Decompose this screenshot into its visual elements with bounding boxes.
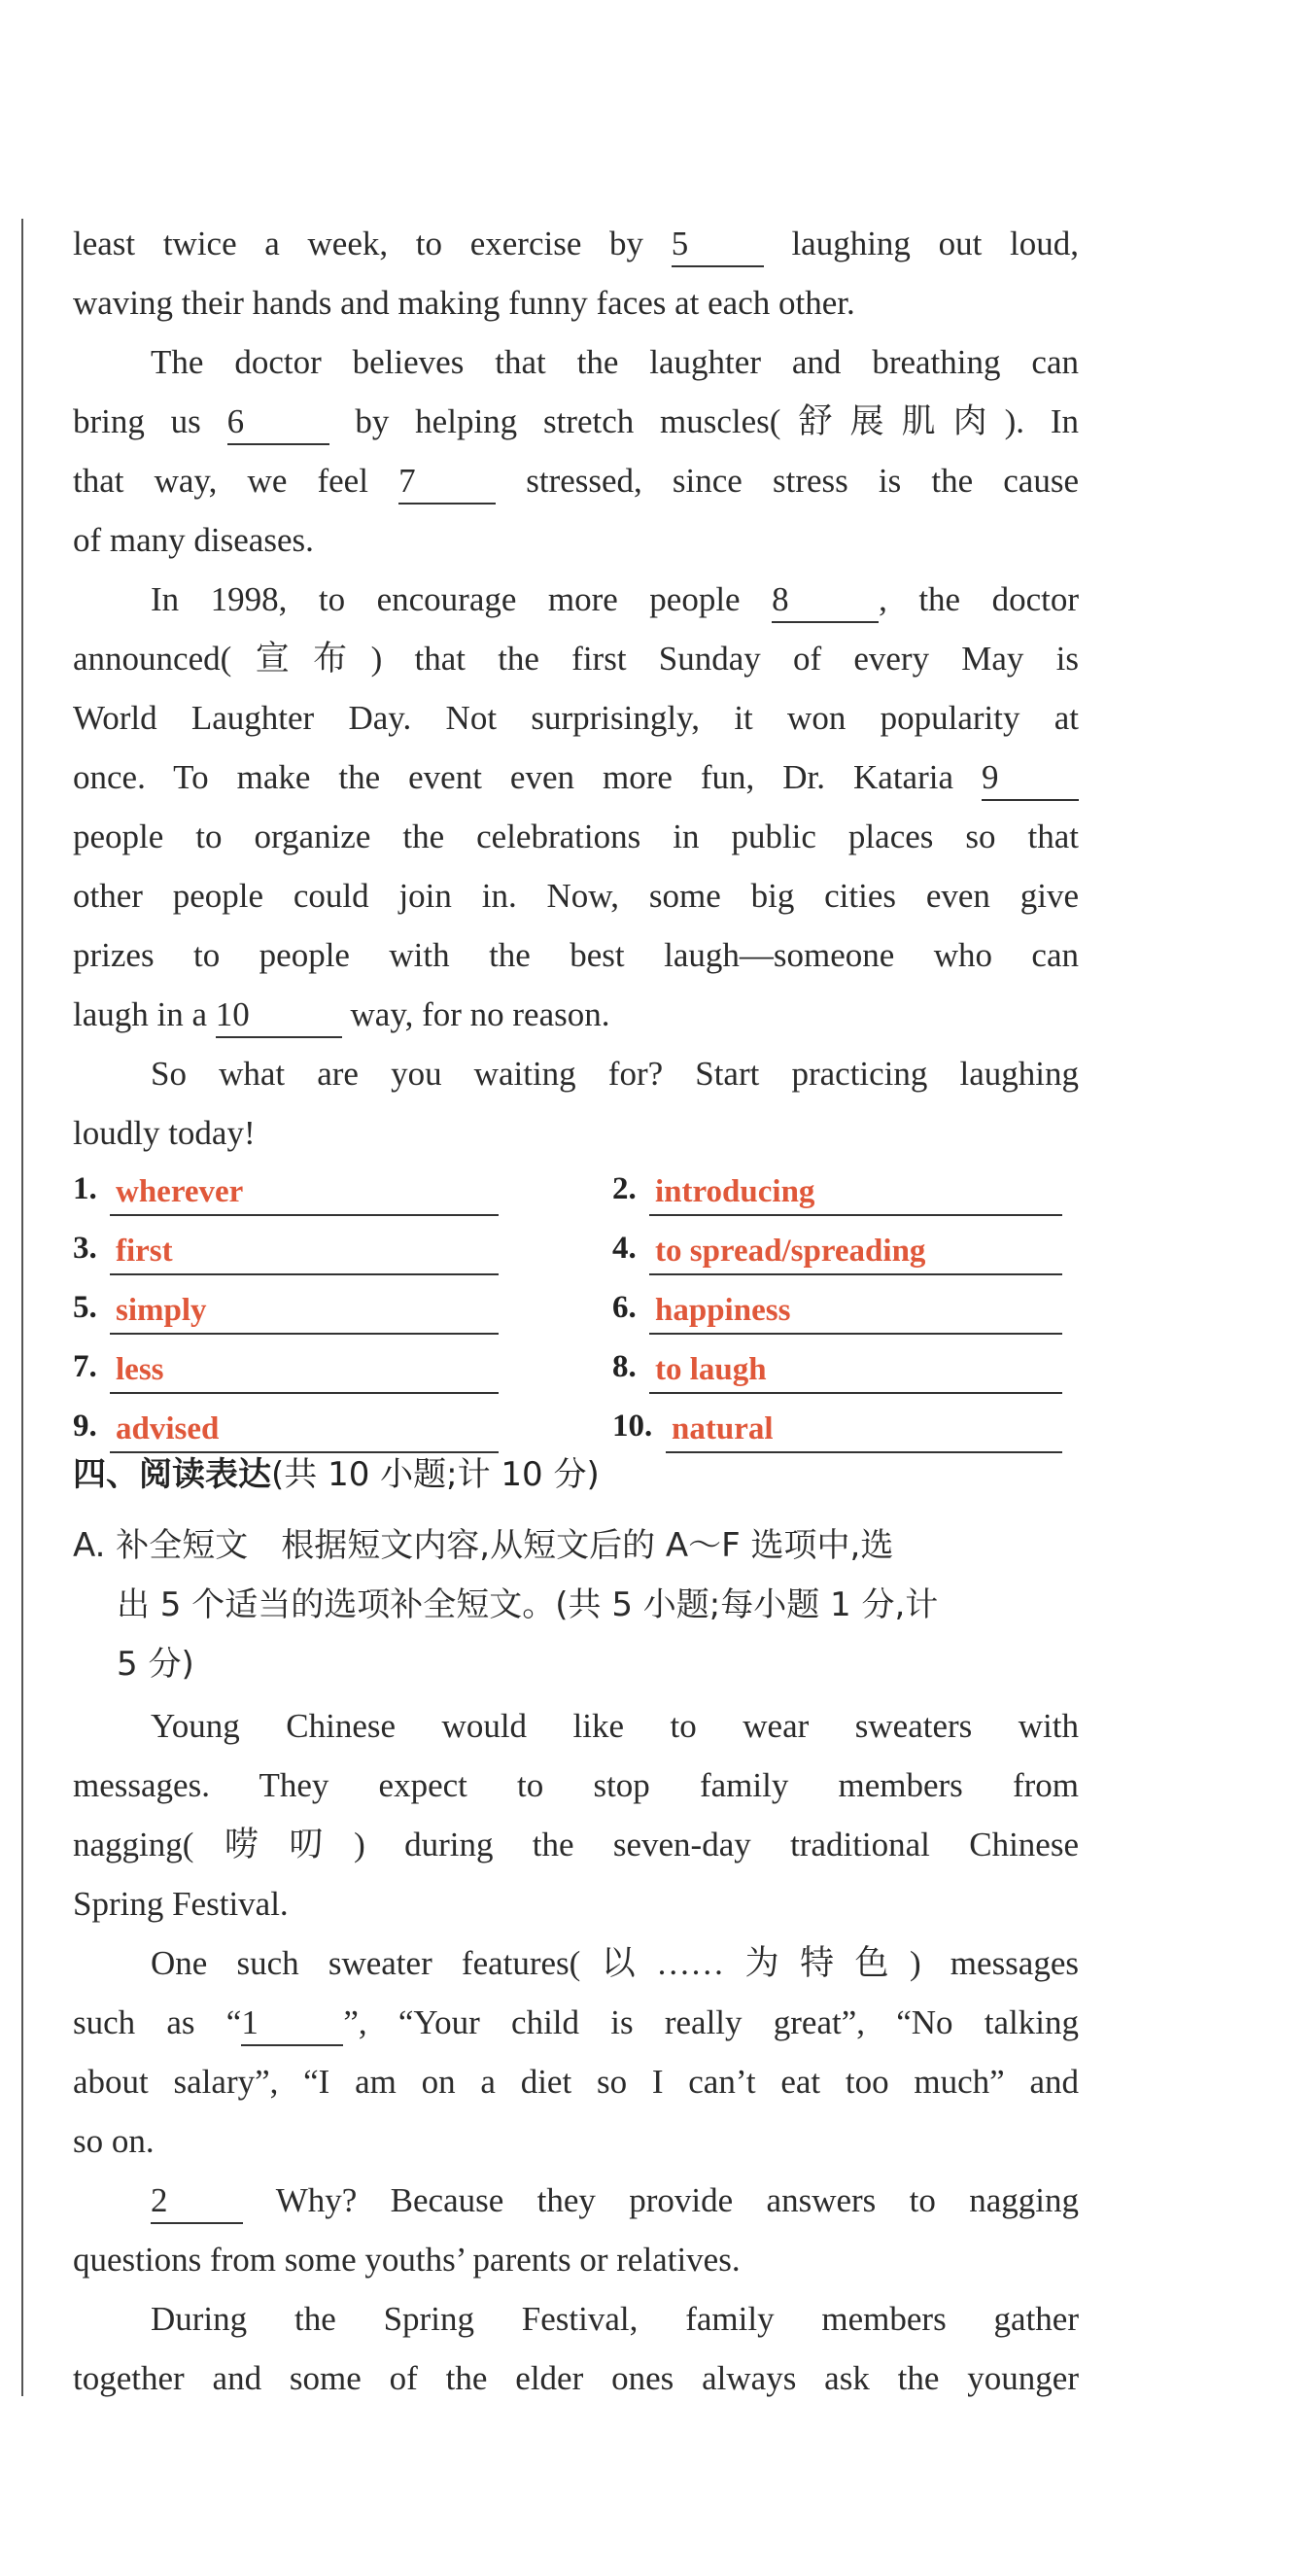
answer-5: 5. simply [73,1280,97,1340]
text-line: waving their hands and making funny faces at each other. [73,284,855,322]
answer-4: 4. to spread/spreading [612,1221,637,1280]
text-line: World Laughter Day. Not surprisingly, it won popularity at [73,699,1079,737]
text-line: of many diseases. [73,521,314,559]
text-line: prizes to people with the best laugh—someone who can [73,936,1079,974]
text-line: The doctor believes that the laughter and breathing can [151,343,1079,381]
blank-7: 7 [398,460,496,505]
passage1-paragraph-4 [73,1044,1079,1163]
passage1-paragraph-3 [73,570,1079,1044]
blank-5: 5 [672,223,764,267]
passage2-paragraph-4 [73,2289,1079,2408]
answer-8: 8. to laugh [612,1340,637,1399]
text-line: questions from some youths’ parents or relatives. [73,2241,741,2279]
blank-9: 9 [982,756,1079,801]
answer-6: 6. happiness [612,1280,637,1340]
text-line: Young Chinese would like to wear sweaters with [151,1707,1079,1745]
answer-value: advised [116,1411,220,1446]
answer-2: 2. introducing [612,1162,637,1221]
instruction-line: 5 分) [117,1645,194,1684]
answer-9: 9. advised [73,1399,97,1458]
instruction-line: 出 5 个适当的选项补全短文。(共 5 小题;每小题 1 分,计 [117,1585,939,1624]
text-line: nagging(唠叨) during the seven-day traditional Chinese [73,1826,1079,1863]
answer-value: to spread/spreading [655,1234,926,1269]
passage2-paragraph-2 [73,1933,1079,2171]
part-a-instructions [73,1516,1079,1694]
text-line: bring us 6 by helping stretch muscles(舒展肌肉). In [73,392,1079,451]
blank-2: 2 [151,2179,243,2224]
text-line: about salary”, “I am on a diet so I can’t eat too much” and [73,2063,1079,2101]
text-line: messages. They expect to stop family members from [73,1766,1079,1804]
answer-value: first [116,1234,173,1269]
answer-row [73,1280,1084,1340]
text-line: In 1998, to encourage more people 8 , the doctor [73,570,1079,629]
answer-value: natural [672,1411,774,1446]
answer-value: happiness [655,1293,791,1328]
answer-row [73,1340,1084,1399]
section-heading: 四、阅读表达(共 10 小题;计 10 分) [73,1455,600,1494]
text-line: such as “1 ”, “Your child is really great”, “No talking [73,1993,1079,2052]
blank-6: 6 [227,400,329,445]
text-line: During the Spring Festival, family members gather [151,2300,1079,2338]
instruction-line: A. 补全短文 根据短文内容,从短文后的 A～F 选项中,选 [73,1526,894,1565]
text-line: together and some of the elder ones always ask the younger [73,2359,1079,2397]
blank-1: 1 [241,2002,343,2046]
text-line: So what are you waiting for? Start practicing laughing [151,1055,1079,1093]
text-line: One such sweater features(以……为特色) messages [151,1944,1079,1982]
text-line: so on. [73,2122,155,2160]
text-line: 2 Why? Because they provide answers to nagging [73,2171,1079,2230]
answer-row [73,1162,1084,1221]
text-line: Spring Festival. [73,1885,289,1923]
answer-value: simply [116,1293,207,1328]
answer-7: 7. less [73,1340,97,1399]
passage2-paragraph-1 [73,1696,1079,1933]
answer-value: less [116,1352,164,1387]
answer-row [73,1399,1084,1458]
blank-10: 10 [216,993,342,1038]
text-line: announced(宣布) that the first Sunday of every May is [73,640,1079,678]
answer-row [73,1221,1084,1280]
passage1-paragraph-2 [73,332,1079,570]
answer-value: to laugh [655,1352,767,1387]
answer-3: 3. first [73,1221,97,1280]
text-line: once. To make the event even more fun, Dr. Kataria 9 [73,748,1079,807]
answer-10: 10. natural [612,1399,652,1458]
answer-value: wherever [116,1174,244,1209]
margin-line [21,219,23,2396]
text-line: other people could join in. Now, some big cities even give [73,877,1079,915]
answer-1: 1. wherever [73,1162,97,1221]
text-line: laugh in a 10 way, for no reason. [73,985,1079,1044]
answer-key [73,1162,1084,1458]
passage1-paragraph-1 [73,214,1079,332]
answer-value: introducing [655,1174,815,1209]
text-line: that way, we feel 7 stressed, since stress is the cause [73,451,1079,510]
text-line: least twice a week, to exercise by 5 laughing out loud, [73,214,1079,273]
blank-8: 8 [772,578,879,623]
text-line: people to organize the celebrations in public places so that [73,818,1079,855]
passage2-paragraph-3 [73,2171,1079,2289]
text-line: loudly today! [73,1114,256,1152]
